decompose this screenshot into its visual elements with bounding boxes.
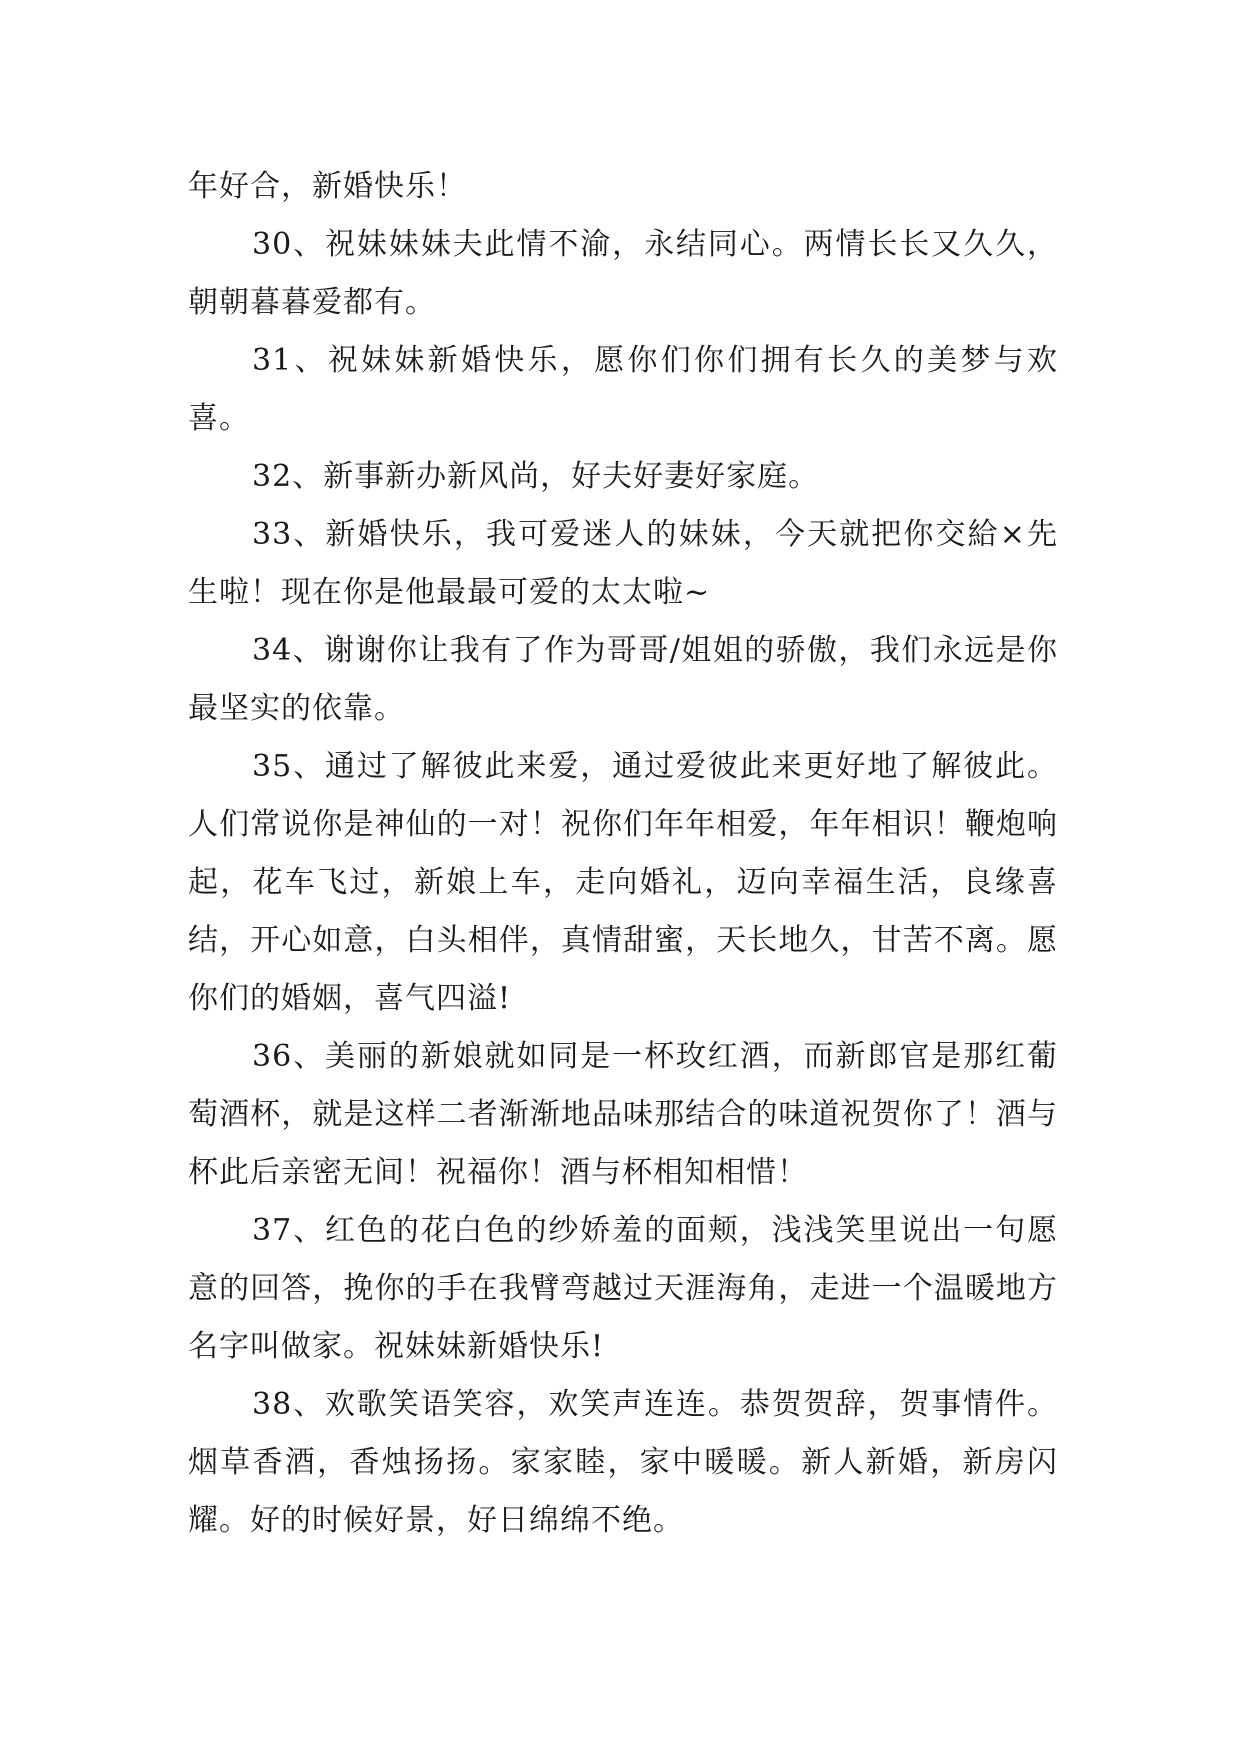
paragraph-32: 32、新事新办新风尚，好夫好妻好家庭。: [252, 459, 820, 494]
paragraph-34: 34、谢谢你让我有了作为哥哥/姐姐的骄傲，我们永远是你最坚实的依靠。: [188, 633, 1058, 726]
paragraph-31: 31、祝妹妹新婚快乐，愿你们你们拥有长久的美梦与欢喜。: [188, 343, 1058, 436]
paragraph-35: 35、通过了解彼此来爱，通过爱彼此来更好地了解彼此。人们常说你是神仙的一对！祝你们年年相爱，年年相识！鞭炮响起，花车飞过，新娘上车，走向婚礼，迈向幸福生活，良缘喜结，开心如意，白头相伴，真情甜蜜，天长地久，甘苦不离。愿你们的婚姻，喜气四溢!: [188, 749, 1058, 1016]
paragraph-30: 30、祝妹妹妹夫此情不渝，永结同心。两情长长又久久，朝朝暮暮爱都有。: [188, 227, 1058, 320]
paragraph-37: 37、红色的花白色的纱娇羞的面颊，浅浅笑里说出一句愿意的回答，挽你的手在我臂弯越过天涯海角，走进一个温暖地方名字叫做家。祝妹妹新婚快乐!: [188, 1213, 1058, 1364]
paragraph-36: 36、美丽的新娘就如同是一杯玫红酒，而新郎官是那红葡萄酒杯，就是这样二者渐渐地品味那结合的味道祝贺你了！酒与杯此后亲密无间！祝福你！酒与杯相知相惜！: [188, 1039, 1058, 1190]
paragraph-continuation: 年好合，新婚快乐！: [188, 169, 467, 204]
document-body: [188, 158, 1058, 1550]
paragraph-33: 33、新婚快乐，我可爱迷人的妹妹，今天就把你交給×先生啦！现在你是他最最可爱的太太啦~: [188, 517, 1058, 610]
paragraph-38: 38、欢歌笑语笑容，欢笑声连连。恭贺贺辞，贺事情件。烟草香酒，香烛扬扬。家家睦，家中暖暖。新人新婚，新房闪耀。好的时候好景，好日绵绵不绝。: [188, 1387, 1058, 1538]
